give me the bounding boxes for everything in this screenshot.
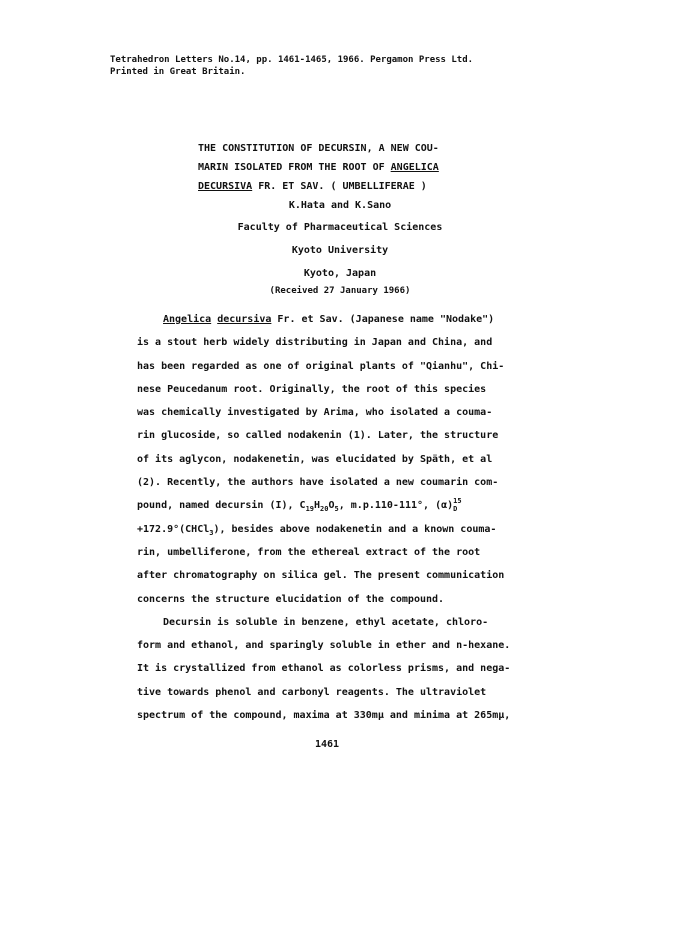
text-line: concerns the structure elucidation of the compound.	[137, 593, 445, 605]
text-segment: ), besides above nodakenetin and a known couma-	[213, 523, 497, 535]
paper-title	[198, 139, 508, 196]
text-line	[137, 518, 557, 541]
journal-citation: Tetrahedron Letters No.14, pp. 1461-1465, 1966. Pergamon Press Ltd.	[110, 55, 474, 65]
subscript: 3	[209, 528, 214, 537]
species-name: decursiva	[217, 314, 272, 325]
rotation-index	[453, 497, 461, 513]
text-line	[137, 308, 557, 331]
title-line-1: THE CONSTITUTION OF DECURSIN, A NEW COU-	[198, 143, 439, 154]
department: Faculty of Pharmaceutical Sciences	[237, 222, 443, 233]
text-line: after chromatography on silica gel. The present communication	[137, 570, 505, 582]
title-line-2	[198, 158, 508, 177]
text-line: has been regarded as one of original plants of "Qianhu", Chi-	[137, 360, 505, 372]
text-line: (2). Recently, the authors have isolated a new coumarin com-	[137, 477, 499, 489]
text-line: spectrum of the compound, maxima at 330mμ and minima at 265mμ,	[137, 710, 511, 722]
text-line: of its aglycon, nodakenetin, was elucidated by Späth, et al	[137, 453, 493, 465]
subscript: 19	[305, 505, 315, 514]
text-line: tive towards phenol and carbonyl reagents. The ultraviolet	[137, 686, 487, 698]
subscript: 5	[334, 505, 339, 514]
text-segment: H	[314, 500, 321, 512]
city: Kyoto, Japan	[303, 268, 377, 279]
printer-note: Printed in Great Britain.	[110, 67, 246, 77]
received-date: (Received 27 January 1966)	[269, 286, 411, 296]
title-line-2-text: MARIN ISOLATED FROM THE ROOT OF	[198, 162, 391, 173]
subscript: 20	[320, 505, 329, 514]
journal-header	[110, 54, 473, 78]
text-segment: O	[328, 500, 335, 512]
authors: K.Hata and K.Sano	[288, 200, 392, 211]
text-line: rin, umbelliferone, from the ethereal extract of the root	[137, 546, 481, 558]
superscript: 15	[453, 497, 462, 506]
text-line: is a stout herb widely distributing in Japan and China, and	[137, 337, 493, 349]
text-segment: pound, named decursin (I), C	[137, 500, 306, 512]
university: Kyoto University	[291, 245, 389, 256]
title-species: DECURSIVA	[198, 181, 253, 192]
subscript: D	[453, 505, 458, 514]
title-line-3-text: FR. ET SAV. ( UMBELLIFERAE )	[252, 181, 427, 192]
text-segment: , m.p.110-111°, (α)	[338, 500, 454, 512]
text-line: It is crystallized from ethanol as colorless prisms, and nega-	[137, 663, 511, 675]
text-line: form and ethanol, and sparingly soluble in ether and n-hexane.	[137, 640, 511, 652]
page-number: 1461	[315, 739, 340, 750]
text-line: Decursin is soluble in benzene, ethyl acetate, chloro-	[163, 616, 489, 628]
text-line: nese Peucedanum root. Originally, the root of this species	[137, 383, 487, 395]
title-line-3	[198, 177, 508, 196]
body-text	[137, 308, 557, 727]
text-segment: +172.9°(CHCl	[137, 523, 210, 535]
text-line: rin glucoside, so called nodakenin (1). Later, the structure	[137, 430, 499, 442]
text-line: was chemically investigated by Arima, who isolated a couma-	[137, 407, 493, 419]
title-genus: ANGELICA	[390, 162, 439, 173]
text-segment: Fr. et Sav. (Japanese name "Nodake")	[271, 314, 495, 325]
formula-line	[137, 494, 557, 517]
genus-name: Angelica	[163, 314, 212, 325]
